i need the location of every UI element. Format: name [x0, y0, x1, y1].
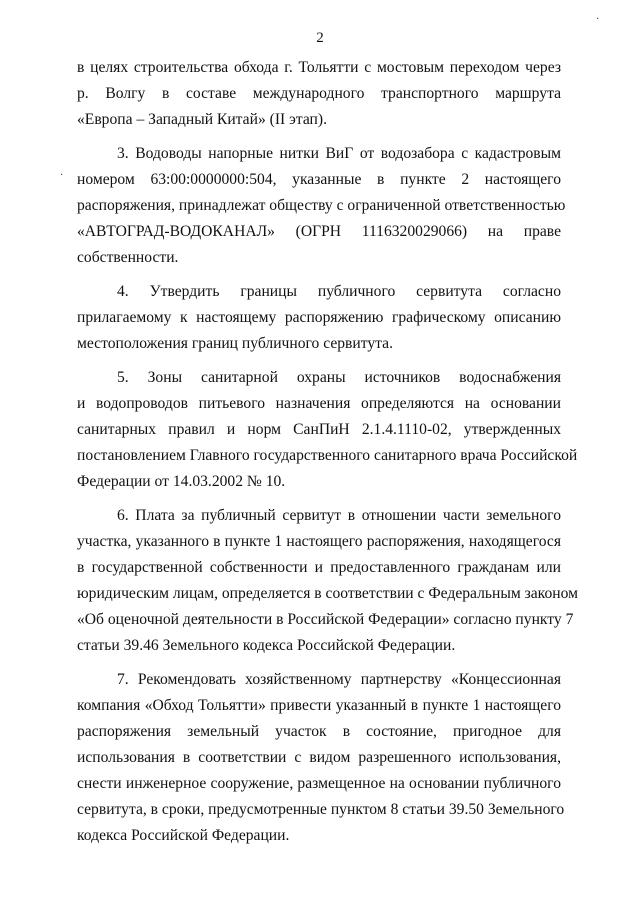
text-line: 5. Зоны санитарной охраны источников водоснабжения: [117, 369, 561, 386]
paragraph-3: [77, 141, 566, 271]
text-line: и водопроводов питьевого назначения определяются на основании: [77, 395, 561, 412]
text-line: местоположения границ публичного сервитута.: [77, 335, 393, 352]
text-line: распоряжения земельный участок в состояние, пригодное для: [77, 723, 561, 740]
text-line: 4. Утвердить границы публичного сервитута согласно: [117, 283, 561, 300]
text-line: компания «Обход Тольятти» привести указанный в пункте 1 настоящего: [77, 697, 561, 714]
text-line: 3. Водоводы напорные нитки ВиГ от водозабора с кадастровым: [117, 145, 561, 162]
text-line: в государственной собственности и предоставленного гражданам или: [77, 559, 561, 576]
text-line: «Об оценочной деятельности в Российской Федерации» согласно пункту 7: [77, 611, 574, 628]
text-line: прилагаемому к настоящему распоряжению графическому описанию: [77, 309, 561, 326]
text-line: использования в соответствии с видом разрешенного использования,: [77, 749, 561, 766]
text-line: Федерации от 14.03.2002 № 10.: [77, 473, 286, 490]
scan-artifact: ·: [596, 14, 600, 25]
paragraph-continuation: [77, 55, 561, 133]
text-line: статьи 39.46 Земельного кодекса Российской Федерации.: [77, 637, 456, 654]
text-line: юридическим лицам, определяется в соответствии с Федеральным законом: [77, 585, 578, 602]
text-line: снести инженерное сооружение, размещенное на основании публичного: [77, 775, 561, 792]
text-line: «АВТОГРАД-ВОДОКАНАЛ» (ОГРН 1116320029066) на праве: [77, 223, 561, 240]
text-line: 6. Плата за публичный сервитут в отношении части земельного: [117, 507, 561, 524]
text-line: р. Волгу в составе международного транспортного маршрута: [77, 85, 561, 102]
page-number: 2: [316, 30, 324, 46]
text-line: 7. Рекомендовать хозяйственному партнерству «Концессионная: [117, 671, 561, 688]
document-body: [77, 55, 578, 849]
paragraph-5: [77, 365, 578, 495]
text-line: сервитута, в сроки, предусмотренные пунктом 8 статьи 39.50 Земельного: [77, 801, 565, 818]
paragraph-4: [77, 279, 561, 357]
text-line: собственности.: [77, 249, 179, 266]
text-line: участка, указанного в пункте 1 настоящего распоряжения, находящегося: [77, 533, 561, 550]
paragraph-6: [77, 503, 578, 659]
text-line: санитарных правил и норм СанПиН 2.1.4.1110-02, утвержденных: [77, 421, 561, 438]
text-line: распоряжения, принадлежат обществу с ограниченной ответственностью: [77, 197, 566, 214]
paragraph-7: [77, 667, 565, 849]
text-line: кодекса Российской Федерации.: [77, 827, 290, 844]
text-line: в целях строительства обхода г. Тольятти с мостовым переходом через: [77, 59, 561, 76]
text-line: «Европа – Западный Китай» (II этап).: [77, 111, 327, 128]
text-line: постановлением Главного государственного санитарного врача Российской: [77, 447, 578, 464]
scan-artifact: ·: [60, 170, 64, 181]
text-line: номером 63:00:0000000:504, указанные в пункте 2 настоящего: [77, 171, 561, 188]
